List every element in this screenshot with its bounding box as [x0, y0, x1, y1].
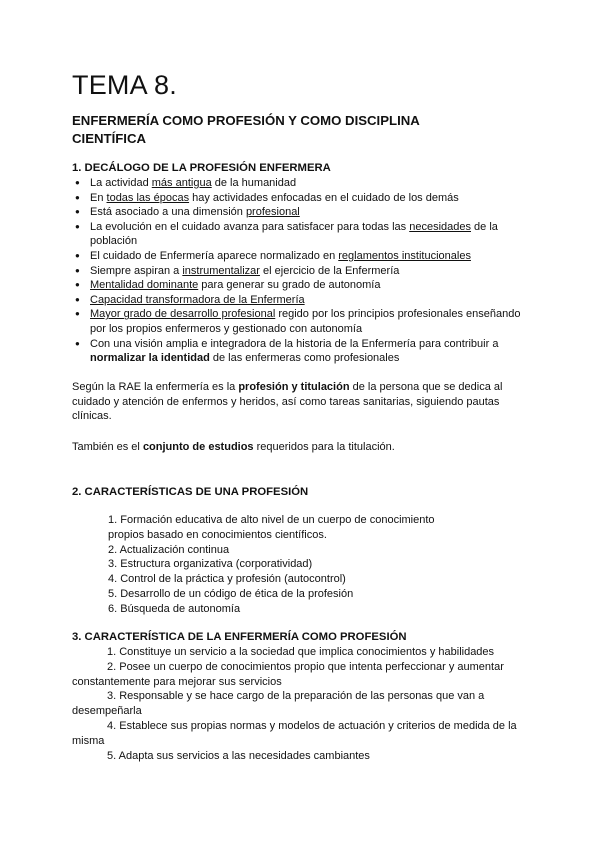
- profesion-list: [108, 513, 508, 617]
- page-title: TEMA 8.: [72, 70, 177, 100]
- section-1-heading: 1. DECÁLOGO DE LA PROFESIÓN ENFERMERA: [72, 162, 331, 174]
- list-item: ● El cuidado de Enfermería aparece normalizado en reglamentos institucionales: [72, 249, 532, 264]
- rae-paragraph: Según la RAE la enfermería es la profesión y titulación de la persona que se dedica al cuidado y atención de enfermos y heridos, así como tareas sanitarias, siguiendo pautas clínicas.: [72, 381, 503, 423]
- tambien-paragraph: También es el conjunto de estudios requeridos para la titulación.: [72, 441, 395, 453]
- list-item: ● Mayor grado de desarrollo profesional regido por los principios profesionales enseñando por los propios enfermeros y gestionado con autonomía: [72, 307, 532, 336]
- list-item: 1. Constituye un servicio a la sociedad que implica conocimientos y habilidades: [107, 646, 495, 658]
- list-item: ● La actividad más antigua de la humanidad: [72, 176, 532, 191]
- list-item: propios basado en conocimientos científicos.: [108, 528, 327, 541]
- list-item: 2. Posee un cuerpo de conocimientos propio que intenta perfeccionar y aumentar constantemente para mejorar sus servicios: [72, 660, 504, 688]
- enfermeria-list: [72, 645, 530, 763]
- list-item: 5. Adapta sus servicios a las necesidades cambiantes: [107, 749, 370, 762]
- document-subtitle: ENFERMERÍA COMO PROFESIÓN Y COMO DISCIPLINA CIENTÍFICA: [72, 113, 420, 146]
- list-item: 1. Formación educativa de alto nivel de un cuerpo de conocimiento: [108, 514, 435, 526]
- list-item: ● Mentalidad dominante para generar su grado de autonomía: [72, 278, 532, 293]
- section-3-heading: 3. CARACTERÍSTICA DE LA ENFERMERÍA COMO PROFESIÓN: [72, 631, 407, 643]
- decalogo-list: [72, 176, 532, 366]
- list-item: 4. Establece sus propias normas y modelos de actuación y criterios de medida de la misma: [72, 719, 517, 747]
- list-item: ● Está asociado a una dimensión profesional: [72, 205, 532, 220]
- list-item: ● Con una visión amplia e integradora de la historia de la Enfermería para contribuir a normalizar la identidad de las enfermeras como profesionales: [72, 337, 532, 366]
- list-item: ● La evolución en el cuidado avanza para satisfacer para todas las necesidades de la población: [72, 220, 532, 249]
- list-item: ● En todas las épocas hay actividades enfocadas en el cuidado de los demás: [72, 191, 532, 206]
- list-item: ● Capacidad transformadora de la Enfermería: [72, 293, 532, 308]
- list-item: 2. Actualización continua: [108, 543, 230, 556]
- list-item: 3. Responsable y se hace cargo de la preparación de las personas que van a desempeñarla: [72, 690, 485, 718]
- list-item: 4. Control de la práctica y profesión (autocontrol): [108, 573, 346, 586]
- section-2-heading: 2. CARACTERÍSTICAS DE UNA PROFESIÓN: [72, 486, 309, 498]
- list-item: 6. Búsqueda de autonomía: [108, 602, 241, 615]
- list-item: ● Siempre aspiran a instrumentalizar el ejercicio de la Enfermería: [72, 264, 532, 279]
- list-item: 3. Estructura organizativa (corporatividad): [108, 558, 313, 571]
- list-item: 5. Desarrollo de un código de ética de la profesión: [108, 587, 354, 600]
